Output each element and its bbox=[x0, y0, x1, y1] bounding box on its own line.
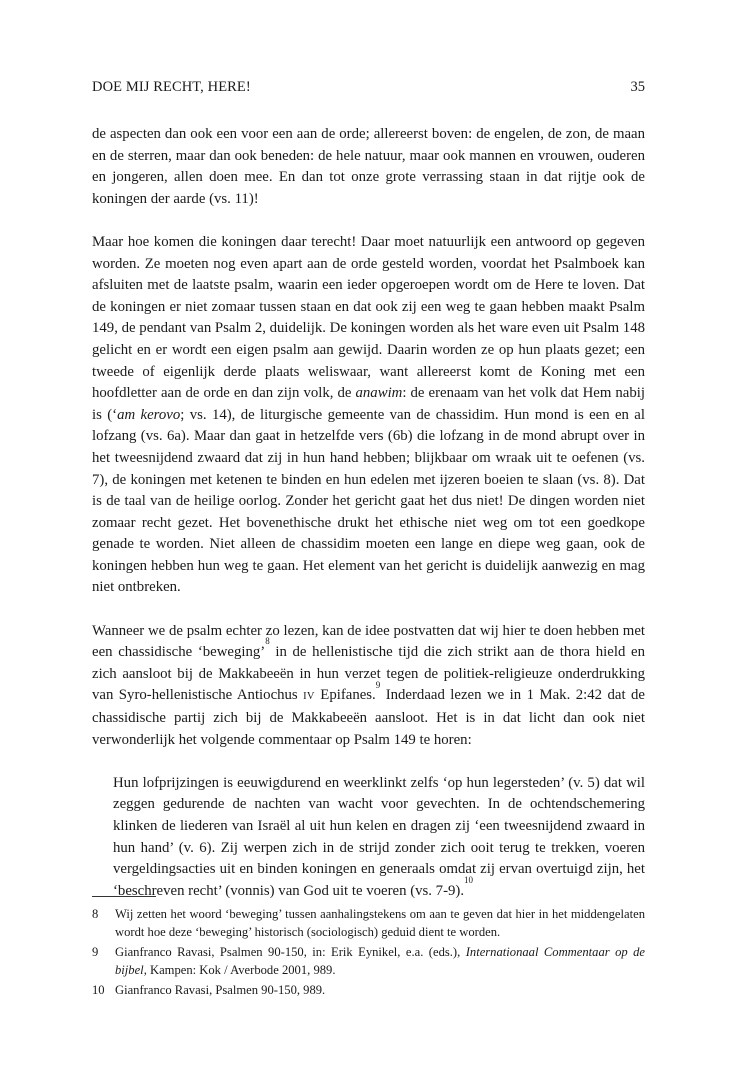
paragraph-2: Maar hoe komen die koningen daar terecht! Daar moet natuurlijk een antwoord op gegeven worden. Ze moeten nog even apart aan de orde gesteld worden, voordat het Psalmboek kan afsluiten met de laatste psalm, waarin een ieder opgeroepen wordt om de Here te loven. Dat de koningen er niet zomaar tussen staan en dat ook zij een weg te gaan hebben maakt Psalm 149, de pendant van Psalm 2, duidelijk. De koningen worden als het ware even uit Psalm 148 gelicht en er wordt een eigen psalm aan gewijd. Daarin worden ze op hun plaats gezet; een tweede of eigenlijk derde plaats weliswaar, want allereerst komt de Koning met een hoofdletter aan de orde en dan zijn volk, de anawim: de erenaam van het volk dat Hem nabij is (‘am kerovo; vs. 14), de liturgische gemeente van de chassidim. Hun mond is een en al lofzang (vs. 6a). Maar dan gaat in hetzelfde vers (6b) die lofzang in de mond abrupt over in het tweesnijdend zwaard dat zij in hun hand hebben; blijkbaar om wraak uit te oefenen (vs. 7), de koningen met ketenen te binden en hun edelen met ijzeren boeien te slaan (vs. 8). Dat is de taal van de heilige oorlog. Zonder het gericht gaat het dus niet! De dingen worden niet zomaar recht gezet. Het bovenethische drukt het ethische niet weg om tot een goedkope genade te worden. Niet alleen de chassidim moeten een lange en diepe weg gaan, ook de koningen hebben hun weg te gaan. Het element van het gericht is duidelijk aanwezig en mag niet ontbreken. bbox=[92, 233, 645, 596]
italic-term-am-kerovo: am kerovo bbox=[117, 406, 181, 423]
running-title: DOE MIJ RECHT, HERE! bbox=[92, 79, 251, 95]
block-quote: Hun lofprijzingen is eeuwigdurend en weerklinkt zelfs ‘op hun legersteden’ (v. 5) dat wil zeggen gedurende de nachten van wacht voor gevechten. In de ochtendschemering klinken de liederen van Israël al uit hun kelen en dragen zij ‘een tweesnijdend zwaard in hun hand’ (v. 6). Zij werpen zich in de strijd zonder zich ooit terug te trekken, voeren vergeldingsacties uit en binden koningen en generaals omdat zij ervan overtuigd zijn, het ‘beschreven recht’ (vonnis) van God uit te voeren (vs. 7-9).$^{10}$ bbox=[113, 774, 645, 899]
footnotes bbox=[92, 905, 645, 1001]
footnote-number: 9 bbox=[92, 945, 99, 959]
footnote-10: 10 Gianfranco Ravasi, Psalmen 90-150, 989. bbox=[92, 983, 326, 997]
footnote-ref-8[interactable]: 8 bbox=[265, 636, 270, 647]
footnote-ref-10[interactable]: 10 bbox=[464, 874, 474, 885]
italic-term-anawim: anawim bbox=[355, 385, 403, 402]
footnote-ref-9[interactable]: 9 bbox=[375, 679, 381, 690]
footnote-9: 9 Gianfranco Ravasi, Psalmen 90-150, in: Erik Eynikel, e.a. (eds.), Internationaal Commentaar op de bijbel, Kampen: Kok / Averbode 2001, 989. bbox=[92, 945, 646, 977]
footnote-number: 8 bbox=[92, 907, 99, 921]
paragraph-1: de aspecten dan ook een voor een aan de orde; allereerst boven: de engelen, de zon, de maan en de sterren, maar dan ook beneden: de hele natuur, maar ook mannen en vrouwen, ouderen en jongeren, allen doen mee. En dan tot onze grote verrassing staan in dat rijtje ook de koningen der aarde (vs. 11)! bbox=[92, 126, 645, 207]
footnote-number: 10 bbox=[92, 983, 105, 997]
body-text bbox=[92, 124, 645, 902]
page-number: 35 bbox=[630, 79, 645, 95]
footnote-divider bbox=[92, 896, 156, 897]
paragraph-3: Wanneer we de psalm echter zo lezen, kan de idee postvatten dat wij hier te doen hebben met een chassidische ‘beweging’$^8$ in de hellenistische tijd die zich strikt aan de thora hield en zich aansloot bij de Makkabeeën in hun verzet tegen de politiek-religieuze onderdrukking van Syro-hellenistische Antiochus IV Epifanes.$^9$ Inderdaad lezen we in 1 Mak. 2:42 dat de chassidische partij zich bij de Makkabeeën aansloot. Het is in dat licht dan ook niet verwonderlijk het volgende commentaar op Psalm 149 te horen: bbox=[92, 622, 645, 748]
page-header bbox=[92, 79, 645, 99]
italic-book-title: Internationaal Commentaar op de bijbel bbox=[115, 945, 646, 977]
footnote-8: 8 Wij zetten het woord ‘beweging’ tussen aanhalingstekens om aan te geven dat hier in het middengelaten wordt hoe deze ‘beweging’ historisch (sociologisch) geduid dient te worden. bbox=[92, 907, 645, 939]
roman-numeral: IV bbox=[303, 691, 315, 703]
